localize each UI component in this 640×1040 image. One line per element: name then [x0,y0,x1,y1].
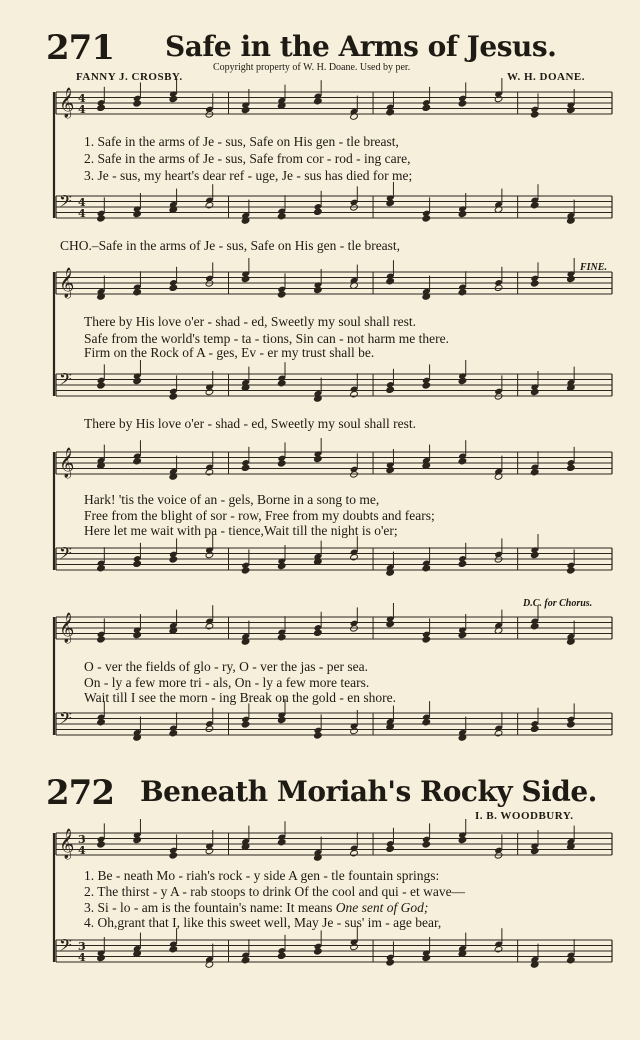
note-head [277,291,286,298]
note-head [422,565,431,572]
lyric-line: O - ver the fields of glo - ry, O - ver the jas - per sea. [84,659,369,674]
lyricist-credit: FANNY J. CROSBY. [76,71,183,83]
note-head [422,104,431,111]
note-head [277,460,286,467]
time-signature-denominator: 4 [78,844,86,857]
note-head [530,280,539,287]
note-head [241,957,250,964]
note-head [133,377,142,384]
note-head [97,215,106,222]
note-head [133,210,142,217]
note-head [567,275,576,282]
lyric-line: 2. Safe in the arms of Je - sus, Safe from cor - rod - ing care, [84,151,411,166]
note-head [314,455,323,462]
bass-clef: 𝄢 [59,935,72,959]
note-head [241,721,250,728]
note-head [530,469,539,476]
lyric-line: 3. Je - sus, my heart's dear ref - uge, Je - sus has died for me; [84,168,413,183]
note-head [422,841,431,848]
note-head [458,377,467,384]
note-head [530,202,539,209]
note-head [169,852,178,859]
note-head [530,388,539,395]
note-head [386,278,395,285]
note-head [494,730,503,737]
note-head [241,567,250,574]
note-head [458,560,467,567]
note-head [169,556,178,563]
note-head [205,847,214,854]
treble-clef: 𝄞 [59,613,75,643]
note-head [422,382,431,389]
note-head [169,730,178,737]
lyric-line: On - ly a few more tri - als, On - ly a few more tears. [84,675,370,690]
note-head [386,620,395,627]
copyright-note: Copyright property of W. H. Doane. Used by per. [213,62,411,73]
treble-clef: 𝄞 [59,268,75,298]
lyric-line: 1. Safe in the arms of Je - sus, Safe on His gen - tle breast, [84,134,399,149]
note-head [277,562,286,569]
note-head [97,382,106,389]
note-head [530,551,539,558]
lyric-line: Free from the blight of sor - row, Free from my doubts and fears; [84,508,435,523]
note-head [458,631,467,638]
note-head [133,560,142,567]
note-head [422,719,431,726]
note-head [277,213,286,220]
bass-clef: 𝄢 [59,708,72,732]
note-head [422,954,431,961]
lyric-line: Firm on the Rock of A - ges, Ev - er my trust shall be. [84,345,375,360]
note-head [241,464,250,471]
note-head [567,957,576,964]
lyric-line: 2. The thirst - y A - rab stoops to drink Of the cool and qui - et wave— [84,884,466,899]
note-head [458,100,467,107]
composer-credit: W. H. DOANE. [507,71,586,83]
time-signature-denominator: 4 [78,207,86,220]
lyric-line: Safe from the world's temp - ta - tions, Sin can - not harm me there. [84,331,449,346]
note-head [97,841,106,848]
treble-clef: 𝄞 [59,829,75,859]
note-head [97,954,106,961]
note-head [567,106,576,113]
bass-clef: 𝄢 [59,191,72,215]
time-signature-numerator: 4 [78,92,86,105]
time-signature-numerator: 3 [78,833,86,846]
time-signature-numerator: 4 [78,196,86,209]
treble-clef: 𝄞 [59,88,75,118]
note-head [458,210,467,217]
note-head [386,845,395,852]
note-head [314,208,323,215]
note-head [314,286,323,293]
note-head [530,847,539,854]
hymn-number-271: 271 [46,28,114,68]
bass-clef: 𝄢 [59,369,72,393]
note-head [241,106,250,113]
note-head [169,284,178,291]
lyric-line: There by His love o'er - shad - ed, Sweetly my soul shall rest. [84,416,416,431]
note-head [205,623,214,630]
note-head [133,836,142,843]
note-head [314,732,323,739]
note-head [567,464,576,471]
fine-mark: FINE. [580,262,607,273]
note-head [350,850,359,857]
note-head [133,458,142,465]
note-head [205,388,214,395]
lyric-line: 1. Be - neath Mo - riah's rock - y side A gen - tle fountain springs: [84,868,440,883]
note-head [133,100,142,107]
bass-clef: 𝄢 [59,543,72,567]
lyric-line-chorus: CHO.–Safe in the arms of Je - sus, Safe on His gen - tle breast, [60,238,401,253]
note-head [422,215,431,222]
lyric-text: 3. Si - lo - am is the fountain's name: It means [84,900,333,915]
lyric-italic-text: One sent of God; [335,900,429,915]
note-head [241,275,250,282]
note-head [494,284,503,291]
note-head [205,469,214,476]
note-head [133,289,142,296]
note-head [494,946,503,953]
dc-mark: D.C. for Chorus. [523,598,593,609]
time-signature-numerator: 3 [78,940,86,953]
note-head [386,386,395,393]
note-head [169,393,178,400]
treble-clef: 𝄞 [59,448,75,478]
lyric-line: 4. Oh,grant that I, like this sweet well, May Je - sus' im - age bear, [84,915,442,930]
lyric-line: Hark! 'tis the voice of an - gels, Borne in a song to me, [84,492,380,507]
note-head [567,567,576,574]
note-head [277,839,286,846]
note-head [530,111,539,118]
note-head [350,391,359,398]
note-head [169,95,178,102]
hymn-title-272: Beneath Moriah's Rocky Side. [140,775,597,808]
lyric-line: There by His love o'er - shad - ed, Sweetly my soul shall rest. [84,314,416,329]
note-head [350,554,359,561]
lyric-line: Wait till I see the morn - ing Break on the gold - en shore. [84,690,396,705]
note-head [314,948,323,955]
note-head [386,109,395,116]
note-head [458,289,467,296]
note-head [314,629,323,636]
note-head [386,466,395,473]
hymn-title-271: Safe in the Arms of Jesus. [165,30,557,63]
note-head [530,725,539,732]
note-head [422,636,431,643]
note-head [277,380,286,387]
note-head [205,551,214,558]
note-head [277,952,286,959]
note-head [350,943,359,950]
note-head [97,565,106,572]
note-head [97,104,106,111]
note-head [133,631,142,638]
note-head [530,623,539,630]
time-signature-denominator: 4 [78,951,86,964]
note-head [350,727,359,734]
note-head [494,95,503,102]
note-head [205,202,214,209]
hymn-number-272: 272 [46,773,114,813]
note-head [314,98,323,105]
composer-credit-272: I. B. WOODBURY. [475,810,574,822]
note-head [97,636,106,643]
note-head [97,719,106,726]
note-head [458,836,467,843]
note-head [205,725,214,732]
note-head [277,634,286,641]
time-signature-denominator: 4 [78,103,86,116]
note-head [567,721,576,728]
note-head [458,458,467,465]
note-head [386,959,395,966]
note-head [277,716,286,723]
note-head [169,946,178,953]
lyric-line: Here let me wait with pa - tience,Wait till the night is o'er; [84,523,398,538]
note-head [386,199,395,206]
